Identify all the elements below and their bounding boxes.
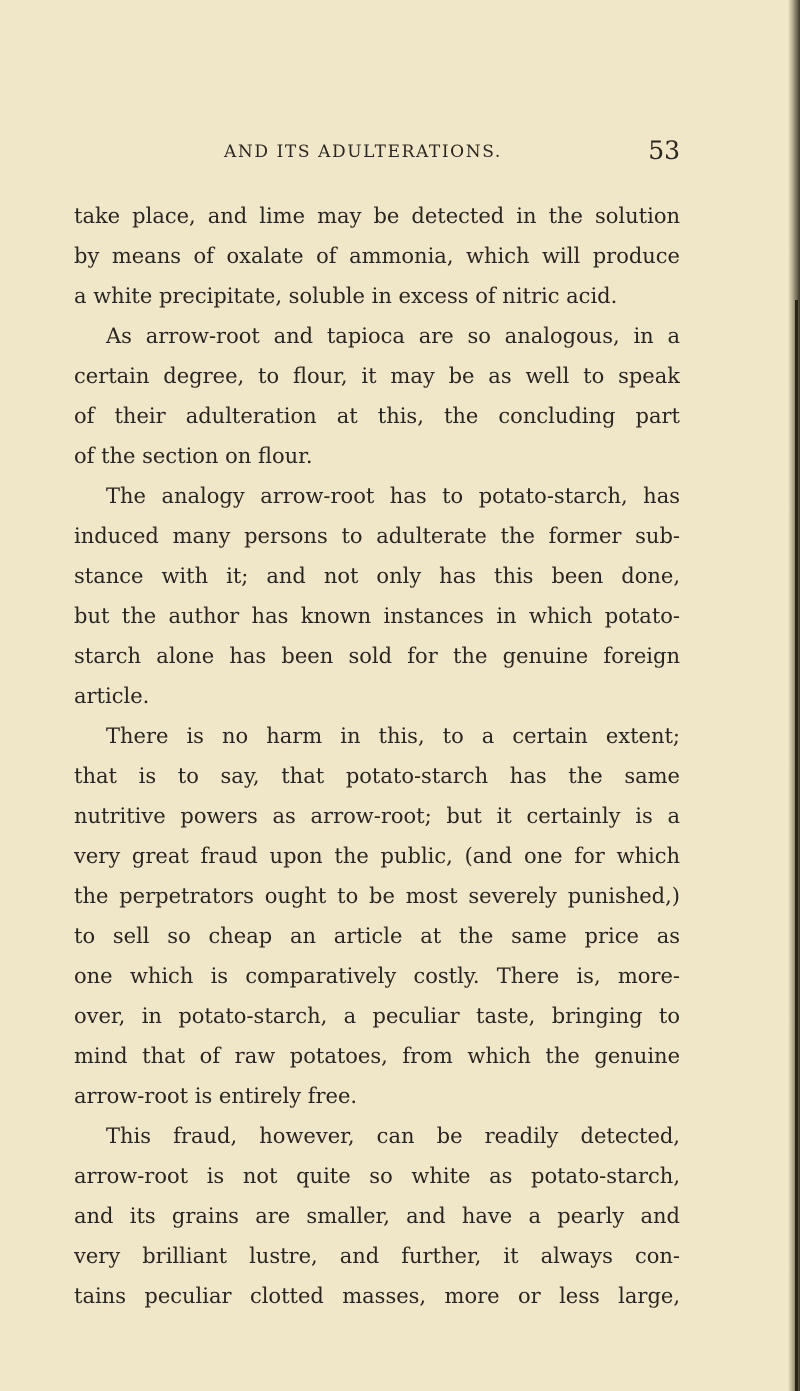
text-line: of their adulteration at this, the concluding part — [74, 404, 680, 428]
text-line: that is to say, that potato-starch has the same — [74, 764, 680, 788]
page-number: 53 — [648, 136, 680, 165]
text-line: but the author has known instances in which potato- — [74, 604, 680, 628]
text-line: take place, and lime may be detected in the solution — [74, 204, 680, 228]
text-line: arrow-root is not quite so white as potato-starch, — [74, 1164, 680, 1188]
text-line: This fraud, however, can be readily detected, — [106, 1124, 680, 1148]
text-line: and its grains are smaller, and have a pearly and — [74, 1204, 680, 1228]
body-text — [74, 196, 680, 1316]
text-line: arrow-root is entirely free. — [74, 1084, 358, 1108]
text-line: by means of oxalate of ammonia, which will produce — [74, 244, 680, 268]
text-line: to sell so cheap an article at the same price as — [74, 924, 680, 948]
text-line: the perpetrators ought to be most severely punished,) — [74, 884, 680, 908]
text-line: of the section on flour. — [74, 444, 313, 468]
text-line: induced many persons to adulterate the former sub- — [74, 524, 680, 548]
text-line: As arrow-root and tapioca are so analogous, in a — [106, 324, 680, 348]
page-header — [224, 136, 680, 170]
text-line: one which is comparatively costly. There is, more- — [74, 964, 680, 988]
text-line: mind that of raw potatoes, from which the genuine — [74, 1044, 680, 1068]
text-line: The analogy arrow-root has to potato-starch, has — [106, 484, 680, 508]
text-line: very brilliant lustre, and further, it always con- — [74, 1244, 680, 1268]
text-line: tains peculiar clotted masses, more or less large, — [74, 1284, 680, 1308]
text-line: There is no harm in this, to a certain extent; — [106, 724, 680, 748]
text-line: nutritive powers as arrow-root; but it certainly is a — [74, 804, 680, 828]
text-line: stance with it; and not only has this been done, — [74, 564, 680, 588]
running-head: AND ITS ADULTERATIONS. — [224, 142, 502, 162]
text-line: a white precipitate, soluble in excess of nitric acid. — [74, 284, 618, 308]
text-line: over, in potato-starch, a peculiar taste, bringing to — [74, 1004, 680, 1028]
text-line: starch alone has been sold for the genuine foreign — [74, 644, 680, 668]
text-line: certain degree, to flour, it may be as well to speak — [74, 364, 680, 388]
page-spine-shadow — [788, 0, 800, 1391]
page-spine-edge — [795, 300, 798, 1391]
text-line: article. — [74, 684, 150, 708]
text-line: very great fraud upon the public, (and one for which — [74, 844, 680, 868]
